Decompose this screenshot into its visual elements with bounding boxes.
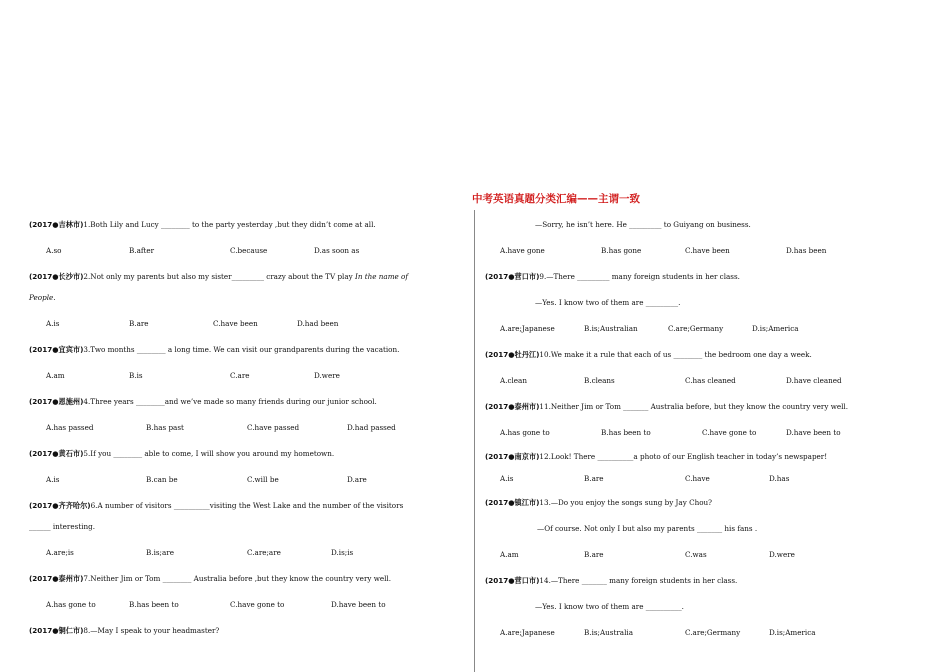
column-divider <box>474 210 475 672</box>
option-d: D.have been to <box>786 428 841 437</box>
question-source: (2017●铜仁市) <box>29 626 84 635</box>
question-source: (2017●吉林市) <box>29 220 84 229</box>
option-d: D.had passed <box>347 423 396 432</box>
option-b: B.are <box>584 550 604 559</box>
question-text: 2.Not only my parents but also my sister_________ crazy about the TV play <box>83 272 355 281</box>
option-b: B.after <box>129 246 155 255</box>
option-d: D.are <box>347 475 367 484</box>
question-6-continued: ______ interesting. <box>29 522 95 531</box>
option-a: A.has passed <box>46 423 94 432</box>
option-a: A.are;Japanese <box>500 324 555 333</box>
option-b: B.has past <box>146 423 184 432</box>
option-b: B.are <box>129 319 149 328</box>
question-1 <box>29 220 376 229</box>
question-5 <box>29 449 334 458</box>
option-c: C.are;Germany <box>668 324 724 333</box>
option-d: D.were <box>314 371 340 380</box>
option-b: B.has gone <box>601 246 642 255</box>
option-c: C.has cleaned <box>685 376 736 385</box>
question-10 <box>485 350 812 359</box>
option-d: D.have cleaned <box>786 376 842 385</box>
option-a: A.has gone to <box>46 600 96 609</box>
question-source: (2017●泰州市) <box>29 574 84 583</box>
option-d: D.is;America <box>752 324 799 333</box>
option-d: D.is;America <box>769 628 816 637</box>
question-text: 11.Neither Jim or Tom _______ Australia before, but they know the country very well. <box>539 402 848 411</box>
question-11 <box>485 402 848 411</box>
option-a: A.am <box>46 371 65 380</box>
option-d: D.had been <box>297 319 339 328</box>
question-4 <box>29 397 377 406</box>
question-13-continued: —Of course. Not only I but also my parents _______ his fans . <box>537 524 758 533</box>
question-source: (2017●恩施州) <box>29 397 84 406</box>
option-b: B.is;Australian <box>584 324 638 333</box>
question-text: 1.Both Lily and Lucy ________ to the party yesterday ,but they didn’t come at all. <box>83 220 376 229</box>
question-source: (2017●镇江市) <box>485 498 540 507</box>
question-14 <box>485 576 737 585</box>
question-text: 7.Neither Jim or Tom ________ Australia before ,but they know the country very well. <box>83 574 392 583</box>
question-text: 13.—Do you enjoy the songs sung by Jay Chou? <box>539 498 713 507</box>
question-14-continued: —Yes. I know two of them are __________. <box>535 602 684 611</box>
option-c: C.have been <box>685 246 730 255</box>
option-c: C.are;are <box>247 548 281 557</box>
question-12 <box>485 452 827 461</box>
question-text: 4.Three years ________and we’ve made so many friends during our junior school. <box>83 397 377 406</box>
option-b: B.has been to <box>129 600 179 609</box>
question-3 <box>29 345 399 354</box>
question-9 <box>485 272 740 281</box>
question-source: (2017●营口市) <box>485 576 540 585</box>
question-text: 14.—There _______ many foreign students in her class. <box>539 576 738 585</box>
question-9-continued: —Yes. I know two of them are _________. <box>535 298 681 307</box>
option-c: C.have <box>685 474 710 483</box>
question-8-continued: —Sorry, he isn’t here. He _________ to Guiyang on business. <box>535 220 751 229</box>
option-a: A.am <box>500 550 519 559</box>
option-b: B.is <box>129 371 143 380</box>
option-c: C.have gone to <box>702 428 757 437</box>
option-c: C.have gone to <box>230 600 285 609</box>
option-a: A.has gone to <box>500 428 550 437</box>
question-text: 9.—There _________ many foreign students in her class. <box>539 272 740 281</box>
option-a: A.are;is <box>46 548 74 557</box>
question-text: 10.We make it a rule that each of us ________ the bedroom one day a week. <box>539 350 812 359</box>
option-a: A.is <box>46 319 60 328</box>
question-2-continued: People. <box>29 293 56 302</box>
question-text: 3.Two months ________ a long time. We can visit our grandparents during the vacation. <box>83 345 400 354</box>
option-c: C.because <box>230 246 268 255</box>
question-13 <box>485 498 712 507</box>
option-d: D.as soon as <box>314 246 360 255</box>
question-source: (2017●牡丹江) <box>485 350 540 359</box>
question-6 <box>29 501 403 510</box>
question-source: (2017●宜宾市) <box>29 345 84 354</box>
question-source: (2017●黄石市) <box>29 449 84 458</box>
question-text: 5.If you ________ able to come, I will show you around my hometown. <box>83 449 335 458</box>
question-source: (2017●南京市) <box>485 452 540 461</box>
option-b: B.is;are <box>146 548 174 557</box>
option-c: C.are;Germany <box>685 628 741 637</box>
option-a: A.so <box>46 246 62 255</box>
question-source: (2017●泰州市) <box>485 402 540 411</box>
option-b: B.can be <box>146 475 178 484</box>
question-text: 8.—May I speak to your headmaster? <box>83 626 220 635</box>
option-b: B.are <box>584 474 604 483</box>
question-text: 12.Look! There __________a photo of our English teacher in today’s newspaper! <box>539 452 828 461</box>
option-a: A.is <box>500 474 514 483</box>
question-italic-text: In the name of <box>354 272 409 281</box>
option-c: C.are <box>230 371 250 380</box>
option-c: C.will be <box>247 475 279 484</box>
question-7 <box>29 574 391 583</box>
question-source: (2017●长沙市) <box>29 272 84 281</box>
option-b: B.is;Australia <box>584 628 633 637</box>
option-a: A.are;Japanese <box>500 628 555 637</box>
option-d: D.has <box>769 474 790 483</box>
page-title: 中考英语真题分类汇编——主谓一致 <box>472 193 640 205</box>
option-a: A.have gone <box>500 246 545 255</box>
option-a: A.is <box>46 475 60 484</box>
question-source: (2017●营口市) <box>485 272 540 281</box>
option-c: C.have passed <box>247 423 300 432</box>
option-a: A.clean <box>500 376 527 385</box>
option-d: D.is;is <box>331 548 354 557</box>
option-b: B.has been to <box>601 428 651 437</box>
option-d: D.have been to <box>331 600 386 609</box>
question-8 <box>29 626 219 635</box>
question-2 <box>29 272 408 281</box>
option-c: C.have been <box>213 319 258 328</box>
option-b: B.cleans <box>584 376 615 385</box>
question-source: (2017●齐齐哈尔) <box>29 501 91 510</box>
option-c: C.was <box>685 550 707 559</box>
question-text: 6.A number of visitors __________visiting the West Lake and the number of the visitors <box>90 501 404 510</box>
option-d: D.were <box>769 550 795 559</box>
option-d: D.has been <box>786 246 827 255</box>
